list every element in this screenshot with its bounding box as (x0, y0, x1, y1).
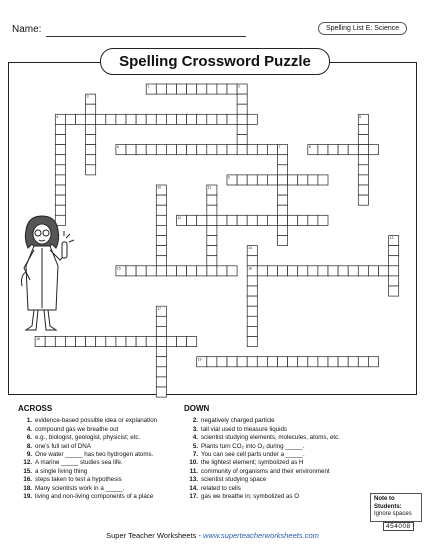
note-to-students (370, 493, 422, 522)
crossword-cell[interactable] (166, 84, 176, 94)
crossword-cell[interactable] (207, 225, 217, 235)
clue-number: 15. (23, 467, 32, 475)
clue-text: tall vial used to measure liquids (201, 425, 287, 433)
crossword-cell[interactable] (156, 205, 166, 215)
clue-text: scientist studying elements, molecules, atoms, etc. (201, 434, 340, 442)
crossword-cell[interactable] (217, 84, 227, 94)
crossword-cell[interactable] (247, 145, 257, 155)
clue-number: 17. (189, 493, 198, 501)
clue-number-label: 15 (116, 266, 121, 271)
crossword-cell[interactable] (247, 276, 257, 286)
crossword-cell[interactable] (227, 215, 237, 225)
crossword-cell[interactable] (227, 357, 237, 367)
crossword-cell[interactable] (389, 266, 399, 276)
crossword-cell[interactable] (358, 124, 368, 134)
crossword-cell[interactable] (247, 296, 257, 306)
crossword-cell[interactable] (55, 155, 65, 165)
crossword-cell[interactable] (187, 266, 197, 276)
down-clue (184, 476, 340, 484)
crossword-cell[interactable] (156, 326, 166, 336)
footer-brand: Super Teacher Worksheets (106, 531, 197, 540)
crossword-cell[interactable] (55, 165, 65, 175)
crossword-cell[interactable] (247, 316, 257, 326)
clue-number: 7. (192, 451, 198, 459)
down-clue (184, 493, 340, 501)
crossword-cell[interactable] (156, 145, 166, 155)
crossword-cell[interactable] (156, 316, 166, 326)
crossword-cell[interactable] (278, 215, 288, 225)
crossword-cell[interactable] (227, 145, 237, 155)
crossword-cell[interactable] (247, 357, 257, 367)
name-label: Name: (12, 24, 42, 35)
crossword-cell[interactable] (358, 155, 368, 165)
clue-number: 14. (189, 484, 198, 492)
crossword-cell[interactable] (126, 266, 136, 276)
crossword-cell[interactable] (267, 175, 277, 185)
crossword-cell[interactable] (55, 337, 65, 347)
footer (0, 531, 425, 540)
crossword-cell[interactable] (237, 135, 247, 145)
crossword-cell[interactable] (308, 357, 318, 367)
clue-number: 2. (192, 417, 198, 425)
crossword-cell[interactable] (298, 266, 308, 276)
clue-number: 19. (23, 493, 32, 501)
clue-number: 13. (189, 476, 198, 484)
crossword-cell[interactable] (86, 124, 96, 134)
crossword-cell[interactable] (338, 266, 348, 276)
crossword-cell[interactable] (288, 357, 298, 367)
crossword-cell[interactable] (207, 145, 217, 155)
crossword-cell[interactable] (177, 145, 187, 155)
across-clue (18, 443, 157, 451)
clue-text: e.g., biologist, geologist, physicist; etc. (35, 434, 141, 442)
crossword-cell[interactable] (156, 236, 166, 246)
crossword-cell[interactable] (298, 357, 308, 367)
crossword-cell[interactable] (358, 357, 368, 367)
clue-number-label: 19 (197, 357, 202, 362)
clue-number: 18. (23, 484, 32, 492)
crossword-cell[interactable] (197, 114, 207, 124)
crossword-cell[interactable] (227, 266, 237, 276)
crossword-cell[interactable] (156, 246, 166, 256)
crossword-cell[interactable] (65, 114, 75, 124)
clue-text: negatively charged particle (201, 417, 275, 425)
crossword-cell[interactable] (96, 337, 106, 347)
crossword-cell[interactable] (227, 84, 237, 94)
crossword-cell[interactable] (197, 215, 207, 225)
clue-number-label: 3 (86, 94, 89, 99)
clue-number-label: 1 (147, 84, 150, 89)
crossword-cell[interactable] (126, 145, 136, 155)
clue-number-label: 7 (278, 145, 281, 150)
crossword-cell[interactable] (308, 215, 318, 225)
crossword-cell[interactable] (76, 114, 86, 124)
clue-number: 6. (26, 434, 32, 442)
crossword-cell[interactable] (328, 357, 338, 367)
across-clue (18, 493, 157, 501)
crossword-cell[interactable] (308, 175, 318, 185)
crossword-cell[interactable] (247, 175, 257, 185)
clue-number: 4. (192, 434, 198, 442)
down-clue (184, 443, 340, 451)
crossword-cell[interactable] (136, 337, 146, 347)
across-clue (18, 417, 157, 425)
crossword-cell[interactable] (278, 175, 288, 185)
down-clue (184, 434, 340, 442)
crossword-cell[interactable] (156, 84, 166, 94)
clue-number-label: 11 (207, 185, 212, 190)
crossword-cell[interactable] (389, 286, 399, 296)
crossword-cell[interactable] (278, 195, 288, 205)
clue-number-label: 10 (157, 185, 162, 190)
clue-text: the lightest element; symbolized as H (201, 459, 304, 467)
crossword-cell[interactable] (247, 256, 257, 266)
crossword-cell[interactable] (267, 357, 277, 367)
crossword-cell[interactable] (136, 266, 146, 276)
clue-number-label: 9 (228, 175, 230, 180)
crossword-cell[interactable] (146, 114, 156, 124)
crossword-cell[interactable] (257, 215, 267, 225)
crossword-cell[interactable] (308, 266, 318, 276)
crossword-cell[interactable] (368, 145, 378, 155)
across-clue (18, 476, 157, 484)
crossword-cell[interactable] (338, 145, 348, 155)
crossword-cell[interactable] (278, 205, 288, 215)
crossword-cell[interactable] (247, 337, 257, 347)
across-clue (18, 485, 157, 493)
clue-text: You can see cell parts under a _____. (201, 451, 305, 459)
crossword-cell[interactable] (207, 114, 217, 124)
crossword-cell[interactable] (288, 215, 298, 225)
crossword-cell[interactable] (207, 246, 217, 256)
crossword-cell[interactable] (156, 256, 166, 266)
crossword-cell[interactable] (368, 357, 378, 367)
crossword-cell[interactable] (328, 266, 338, 276)
clue-text: gas we breathe in; symbolized as O (201, 493, 300, 501)
clue-text: community of organisms and their environment (201, 467, 330, 475)
clue-number-label: 18 (36, 337, 40, 342)
crossword-cell[interactable] (116, 337, 126, 347)
crossword-cell[interactable] (348, 266, 358, 276)
crossword-cell[interactable] (106, 337, 116, 347)
crossword-cell[interactable] (318, 357, 328, 367)
crossword-cell[interactable] (86, 337, 96, 347)
crossword-cell[interactable] (146, 266, 156, 276)
crossword-cell[interactable] (237, 114, 247, 124)
crossword-cell[interactable] (389, 256, 399, 266)
crossword-cell[interactable] (207, 236, 217, 246)
crossword-cell[interactable] (338, 357, 348, 367)
crossword-cell[interactable] (207, 357, 217, 367)
clue-number: 8. (26, 442, 32, 450)
crossword-cell[interactable] (278, 165, 288, 175)
crossword-cell[interactable] (257, 357, 267, 367)
crossword-cell[interactable] (358, 266, 368, 276)
crossword-cell[interactable] (348, 357, 358, 367)
clue-text: evidence-based possible idea or explanation (35, 417, 158, 425)
clue-number-label: 8 (308, 145, 311, 150)
note-title: Note to Students: (374, 496, 402, 510)
crossword-cell[interactable] (217, 266, 227, 276)
crossword-cell[interactable] (86, 104, 96, 114)
down-clues (184, 405, 340, 501)
crossword-cell[interactable] (207, 266, 217, 276)
clue-number: 5. (192, 442, 198, 450)
crossword-cell[interactable] (237, 145, 247, 155)
crossword-cell[interactable] (247, 286, 257, 296)
crossword-cell[interactable] (237, 357, 247, 367)
clue-text: scientist studying space (201, 476, 267, 484)
crossword-cell[interactable] (45, 337, 55, 347)
clue-number: 9. (26, 451, 32, 459)
crossword-cell[interactable] (247, 215, 257, 225)
crossword-cell[interactable] (257, 266, 267, 276)
crossword-cell[interactable] (197, 84, 207, 94)
crossword-cell[interactable] (358, 175, 368, 185)
crossword-cell[interactable] (166, 114, 176, 124)
crossword-cell[interactable] (278, 236, 288, 246)
clue-number: 1. (26, 417, 32, 425)
crossword-cell[interactable] (136, 145, 146, 155)
crossword-cell[interactable] (217, 145, 227, 155)
crossword-cell[interactable] (55, 195, 65, 205)
crossword-cell[interactable] (55, 185, 65, 195)
crossword-cell[interactable] (237, 175, 247, 185)
clue-text: A marine _____ studies sea life. (35, 459, 123, 467)
crossword-cell[interactable] (358, 145, 368, 155)
crossword-cell[interactable] (278, 185, 288, 195)
crossword-cell[interactable] (187, 84, 197, 94)
crossword-cell[interactable] (207, 256, 217, 266)
crossword-cell[interactable] (116, 114, 126, 124)
clue-number: 12. (23, 459, 32, 467)
worksheet-code: 454008 (383, 522, 414, 531)
crossword-cell[interactable] (278, 357, 288, 367)
crossword-cell[interactable] (187, 337, 197, 347)
clue-text: Plants turn CO₂ into O₂ during _____. (201, 442, 305, 450)
crossword-cell[interactable] (358, 185, 368, 195)
crossword-cell[interactable] (197, 145, 207, 155)
crossword-cell[interactable] (197, 266, 207, 276)
clue-text: related to cells (201, 484, 241, 492)
crossword-cell[interactable] (237, 94, 247, 104)
crossword-cell[interactable] (207, 215, 217, 225)
crossword-cell[interactable] (368, 266, 378, 276)
clue-number: 3. (192, 425, 198, 433)
crossword-cell[interactable] (358, 135, 368, 145)
crossword-cell[interactable] (86, 135, 96, 145)
crossword-cell[interactable] (187, 145, 197, 155)
crossword-cell[interactable] (136, 114, 146, 124)
crossword-cell[interactable] (86, 145, 96, 155)
crossword-cell[interactable] (278, 266, 288, 276)
crossword-cell[interactable] (257, 145, 267, 155)
crossword-cell[interactable] (156, 215, 166, 225)
across-clue (18, 451, 157, 459)
crossword-cell[interactable] (288, 266, 298, 276)
crossword-cell[interactable] (348, 145, 358, 155)
crossword-cell[interactable] (318, 145, 328, 155)
crossword-cell[interactable] (166, 145, 176, 155)
clue-number: 16. (23, 476, 32, 484)
down-clue (184, 417, 340, 425)
clue-number-label: 5 (359, 114, 362, 119)
crossword-cell[interactable] (318, 266, 328, 276)
crossword-cell[interactable] (389, 276, 399, 286)
crossword-cell[interactable] (156, 347, 166, 357)
crossword-cell[interactable] (177, 114, 187, 124)
spelling-list-tag: Spelling List E: Science (318, 22, 407, 35)
crossword-cell[interactable] (156, 357, 166, 367)
clue-text: compound gas we breathe out (35, 425, 119, 433)
clue-text: steps taken to test a hypothesis (35, 476, 122, 484)
footer-separator: - (196, 531, 203, 540)
crossword-cell[interactable] (177, 337, 187, 347)
crossword-cell[interactable] (156, 387, 166, 397)
crossword-cell[interactable] (358, 195, 368, 205)
crossword-cell[interactable] (187, 215, 197, 225)
crossword-cell[interactable] (187, 114, 197, 124)
clue-number: 11. (189, 467, 198, 475)
across-clue (18, 459, 157, 467)
crossword-cell[interactable] (379, 266, 389, 276)
crossword-cell[interactable] (146, 337, 156, 347)
across-heading: ACROSS (18, 404, 53, 413)
crossword-cell[interactable] (318, 215, 328, 225)
crossword-cell[interactable] (156, 195, 166, 205)
crossword-cell[interactable] (156, 367, 166, 377)
crossword-cell[interactable] (358, 165, 368, 175)
crossword-cell[interactable] (267, 145, 277, 155)
clue-number-label: 13 (389, 236, 394, 241)
note-text: Ignore spaces (374, 511, 412, 517)
crossword-cell[interactable] (126, 114, 136, 124)
crossword-cell[interactable] (257, 175, 267, 185)
crossword-cell[interactable] (247, 114, 257, 124)
clue-number-label: 14 (248, 246, 252, 251)
crossword-cell[interactable] (55, 145, 65, 155)
crossword-cell[interactable] (146, 145, 156, 155)
clue-number-label: 12 (177, 215, 182, 220)
down-clue (184, 468, 340, 476)
scientist-girl-illustration (12, 212, 82, 337)
crossword-cell[interactable] (207, 195, 217, 205)
down-clue (184, 485, 340, 493)
crossword-cell[interactable] (156, 266, 166, 276)
down-clue (184, 451, 340, 459)
crossword-cell[interactable] (389, 246, 399, 256)
crossword-cell[interactable] (177, 266, 187, 276)
clue-text: Many scientists work in a _____. (35, 484, 125, 492)
across-clue (18, 468, 157, 476)
crossword-cell[interactable] (267, 266, 277, 276)
crossword-cell[interactable] (156, 114, 166, 124)
crossword-cell[interactable] (298, 215, 308, 225)
crossword-cell[interactable] (86, 155, 96, 165)
crossword-cell[interactable] (217, 215, 227, 225)
crossword-cell[interactable] (86, 165, 96, 175)
crossword-cell[interactable] (156, 377, 166, 387)
down-heading: DOWN (184, 404, 210, 413)
crossword-cell[interactable] (166, 337, 176, 347)
crossword-cell[interactable] (55, 124, 65, 134)
across-clues (18, 405, 157, 501)
down-clue (184, 426, 340, 434)
crossword-cell[interactable] (76, 337, 86, 347)
crossword-cell[interactable] (278, 225, 288, 235)
crossword-cell[interactable] (298, 175, 308, 185)
clue-text: a single living thing (35, 467, 88, 475)
clue-text: living and non-living components of a place (35, 493, 154, 501)
crossword-cell[interactable] (247, 326, 257, 336)
crossword-cell[interactable] (237, 215, 247, 225)
clue-number-label: 17 (157, 306, 162, 311)
across-clue (18, 434, 157, 442)
crossword-cell[interactable] (156, 225, 166, 235)
crossword-cell[interactable] (96, 114, 106, 124)
crossword-cell[interactable] (55, 135, 65, 145)
clue-number-label: 2 (238, 84, 240, 89)
crossword-cell[interactable] (65, 337, 75, 347)
footer-link[interactable]: www.superteacherworksheets.com (202, 531, 319, 540)
page-title: Spelling Crossword Puzzle (100, 48, 330, 75)
crossword-cell[interactable] (86, 114, 96, 124)
down-clue (184, 459, 340, 467)
clue-text: one's full set of DNA (35, 442, 91, 450)
crossword-cell[interactable] (126, 337, 136, 347)
across-clue (18, 426, 157, 434)
crossword-cell[interactable] (237, 104, 247, 114)
clue-number: 4. (26, 425, 32, 433)
crossword-cell[interactable] (267, 215, 277, 225)
crossword-cell[interactable] (217, 357, 227, 367)
crossword-cell[interactable] (237, 124, 247, 134)
crossword-cell[interactable] (106, 114, 116, 124)
crossword-cell[interactable] (177, 84, 187, 94)
crossword-cell[interactable] (166, 266, 176, 276)
crossword-cell[interactable] (227, 114, 237, 124)
crossword-cell[interactable] (288, 175, 298, 185)
crossword-cell[interactable] (217, 114, 227, 124)
crossword-cell[interactable] (207, 84, 217, 94)
crossword-cell[interactable] (156, 337, 166, 347)
clue-number-label: 16 (248, 266, 252, 271)
clue-number-label: 6 (116, 145, 119, 150)
crossword-cell[interactable] (328, 145, 338, 155)
crossword-cell[interactable] (318, 175, 328, 185)
clue-text: One water _____ has two hydrogen atoms. (35, 451, 154, 459)
crossword-cell[interactable] (247, 306, 257, 316)
crossword-cell[interactable] (207, 205, 217, 215)
crossword-cell[interactable] (278, 155, 288, 165)
crossword-cell[interactable] (55, 175, 65, 185)
clue-number: 10. (189, 459, 198, 467)
clue-number-label: 4 (56, 114, 59, 119)
